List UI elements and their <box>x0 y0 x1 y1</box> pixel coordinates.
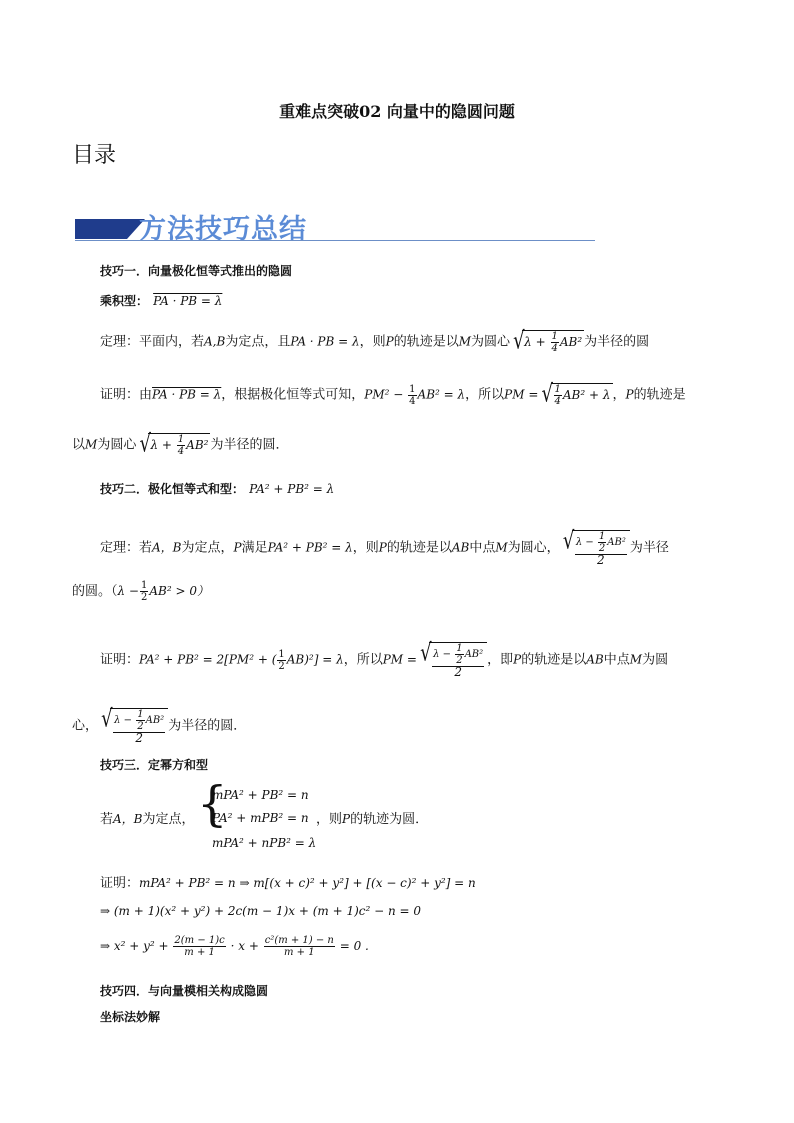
numerator: c²(m + 1) − n <box>264 935 334 946</box>
text-run: 定理：若 <box>100 540 153 556</box>
text-run: 为圆心 <box>471 334 511 350</box>
tech4-sub: 坐标法妙解 <box>100 1010 161 1024</box>
text-run: 为定点， <box>142 812 195 827</box>
math-run: P <box>513 652 522 667</box>
numerator <box>575 531 627 555</box>
numerator <box>113 709 165 733</box>
text-run: 心， <box>72 718 99 734</box>
text-run: 为定点， <box>181 540 234 556</box>
tech2-theorem-cont <box>72 580 209 603</box>
fraction <box>173 935 225 958</box>
text-run: 的轨迹为圆． <box>350 812 429 827</box>
denominator: m + 1 <box>283 947 315 958</box>
text-run: 为圆心， <box>507 540 560 556</box>
text-run: 以 <box>72 437 86 453</box>
system-line-3: mPA² + nPB² = λ <box>212 836 317 850</box>
math-run: AB <box>451 540 470 555</box>
tech2-proof-cont <box>72 708 246 744</box>
text-run: ，根据极化恒等式可知， <box>221 387 365 403</box>
text-run: ，所以 <box>343 652 383 668</box>
math-run: · x + <box>230 939 259 953</box>
text-run: 为半径的圆． <box>168 718 247 734</box>
math-run: λ <box>524 335 532 349</box>
denominator: 2 <box>454 665 462 679</box>
math-run: PA² + PB² = 2[PM² + ( <box>139 652 277 667</box>
text-run: 的轨迹是以 <box>386 540 452 556</box>
text-run: 为圆心 <box>97 437 137 453</box>
text-run: ，即 <box>487 652 514 668</box>
math-run: M <box>85 437 98 452</box>
denominator: 4 <box>409 395 416 407</box>
text-run: 为半径的圆． <box>210 437 289 453</box>
math-run: M <box>629 652 643 667</box>
math-run: P <box>385 334 394 349</box>
fraction <box>554 384 562 407</box>
math-run: AB² <box>464 649 484 660</box>
text-run: 为定点，且 <box>225 334 291 350</box>
tech2-theorem <box>100 530 669 566</box>
denominator: 2 <box>456 655 463 666</box>
denominator: 2 <box>141 592 148 603</box>
math-run: A，B <box>113 812 143 826</box>
numerator: √ 1 <box>554 384 561 395</box>
text-run: ， <box>612 387 626 403</box>
math-run: P <box>625 387 634 402</box>
numerator: 1 <box>278 648 285 660</box>
denominator: 2 <box>278 660 285 672</box>
math-run: PM² − <box>364 387 408 402</box>
denominator: 2 <box>137 721 144 732</box>
denominator: 4 <box>177 446 185 457</box>
math-run: λ <box>150 438 159 452</box>
text-run: ，所以 <box>465 387 505 403</box>
math-run: AB² <box>186 438 209 452</box>
banner-title: 方法技巧总结 <box>139 214 307 245</box>
tech2-heading-formula: PA² + PB² = λ <box>249 482 335 496</box>
math-run: AB² <box>145 715 165 726</box>
math-run: AB² > 0） <box>149 584 209 598</box>
math-run: λ − <box>117 584 139 598</box>
section-banner <box>75 205 595 247</box>
math-run: P <box>378 540 387 555</box>
numerator: 1 <box>141 580 148 591</box>
text-run: 证明： <box>100 876 140 891</box>
text-run: 为半径的圆 <box>584 334 650 350</box>
text-run: 的轨迹是以 <box>521 652 587 668</box>
fraction <box>575 531 627 566</box>
math-run: PM = <box>504 387 539 402</box>
fraction <box>136 709 144 732</box>
numerator: 1 <box>551 331 558 342</box>
numerator: 1 <box>598 531 606 542</box>
denominator: 4 <box>551 343 558 354</box>
tech2-proof <box>100 642 668 678</box>
system-brace: { <box>197 776 228 832</box>
math-run: AB² <box>562 388 586 402</box>
math-run: AB² = λ <box>417 387 466 402</box>
math-run: A,B <box>204 334 226 349</box>
radical <box>429 642 487 678</box>
radical <box>572 530 630 566</box>
text-run: 中点 <box>469 540 496 556</box>
math-run: PA² + PB² = λ <box>267 540 353 555</box>
tech3-condition <box>100 808 195 827</box>
fraction <box>140 580 148 603</box>
fraction <box>177 434 185 457</box>
math-run: λ − <box>433 649 455 660</box>
denominator: 2 <box>135 731 143 745</box>
math-run: λ − <box>575 537 597 548</box>
fraction <box>455 643 463 666</box>
tech3-heading: 技巧三．定幂方和型 <box>100 758 209 772</box>
math-run: AB <box>586 652 604 667</box>
denominator: 4 <box>554 396 561 407</box>
tech4-heading: 技巧四．与向量模相关构成隐圆 <box>100 984 269 998</box>
numerator: 1 <box>456 643 463 654</box>
math-run: + <box>161 438 172 452</box>
text-run: 满足 <box>241 540 268 556</box>
text-run: 证明：由 <box>100 387 153 403</box>
toc-label: 目录 <box>72 143 117 168</box>
text-run: 证明： <box>100 652 140 668</box>
numerator: 1 <box>137 709 144 720</box>
tech1-sub-formula: PA · PB = λ <box>153 294 223 308</box>
text-run: ，则 <box>359 334 386 350</box>
text-run: 为圆 <box>642 652 669 668</box>
math-run: AB)²] = λ <box>286 652 344 667</box>
numerator: 1 <box>177 434 185 445</box>
system-line-1: mPA² + PB² = n <box>212 788 309 802</box>
numerator <box>432 643 484 667</box>
math-run: P <box>342 812 351 826</box>
text-run: ，则 <box>352 540 379 556</box>
denominator: m + 1 <box>184 947 215 958</box>
fraction <box>277 649 285 672</box>
text-run: 的圆。（ <box>72 584 118 599</box>
text-run: 中点 <box>603 652 630 668</box>
denominator: 2 <box>598 543 606 554</box>
fraction <box>113 709 165 744</box>
banner-bar <box>75 219 127 239</box>
tech3-proof-line-2: ⇒ (m + 1)(x² + y²) + 2c(m − 1)x + (m + 1)c² − n = 0 <box>100 904 422 918</box>
text-run: 为半径 <box>629 540 669 556</box>
fraction <box>598 531 606 554</box>
math-run: M <box>495 540 508 555</box>
math-run: AB² <box>559 335 583 349</box>
fraction <box>432 643 484 678</box>
text-run: 若 <box>100 812 114 827</box>
math-run: M <box>458 334 472 349</box>
math-run: ⇒ x² + y² + <box>100 939 169 953</box>
math-run: AB² <box>607 537 626 548</box>
tech1-theorem <box>100 330 649 354</box>
text-run: 的轨迹是以 <box>393 334 459 350</box>
tech3-condition-tail <box>316 808 428 827</box>
math-run: λ <box>602 388 611 402</box>
math-run: PA · PB = λ <box>290 334 360 349</box>
tech2-heading-label: 技巧二．极化恒等式和型： <box>100 482 245 496</box>
text-run: 定理：平面内，若 <box>100 334 205 350</box>
text-run: ，则 <box>316 812 343 827</box>
tech1-sub-label: 乘积型： <box>100 294 149 308</box>
tech1-sub <box>100 290 222 309</box>
page-title: 重难点突破02 向量中的隐圆问题 <box>279 102 515 121</box>
math-run: PA · PB = λ <box>152 387 222 402</box>
math-run: + <box>535 335 546 349</box>
denominator: 2 <box>597 553 605 567</box>
radical <box>522 330 584 354</box>
fraction <box>551 331 559 354</box>
math-run: λ − <box>114 715 136 726</box>
system-line-2: PA² + mPB² = n <box>212 811 309 825</box>
math-run: P <box>233 540 242 555</box>
tech3-proof-line-3 <box>100 935 369 958</box>
math-run: + <box>589 388 600 402</box>
radical <box>110 708 168 744</box>
fraction <box>264 935 335 958</box>
banner-underline <box>75 240 595 241</box>
math-run: = 0 . <box>339 939 369 953</box>
numerator: 1 <box>409 383 416 395</box>
tech1-heading: 技巧一．向量极化恒等式推出的隐圆 <box>100 264 293 278</box>
tech2-heading <box>100 478 334 497</box>
tech1-proof <box>100 383 686 407</box>
fraction <box>408 384 416 407</box>
math-run: A，B <box>152 540 182 555</box>
math-run: mPA² + PB² = n ⇒ m[(x + c)² + y²] + [(x − c)² + y²] = n <box>139 876 476 890</box>
tech3-proof <box>100 872 476 891</box>
tech1-proof-cont <box>72 433 288 457</box>
numerator: 2(m − 1)c <box>174 935 225 946</box>
radical <box>551 383 613 407</box>
math-run: PM = <box>382 652 417 667</box>
radical <box>148 433 210 457</box>
text-run: 的轨迹是 <box>633 387 686 403</box>
